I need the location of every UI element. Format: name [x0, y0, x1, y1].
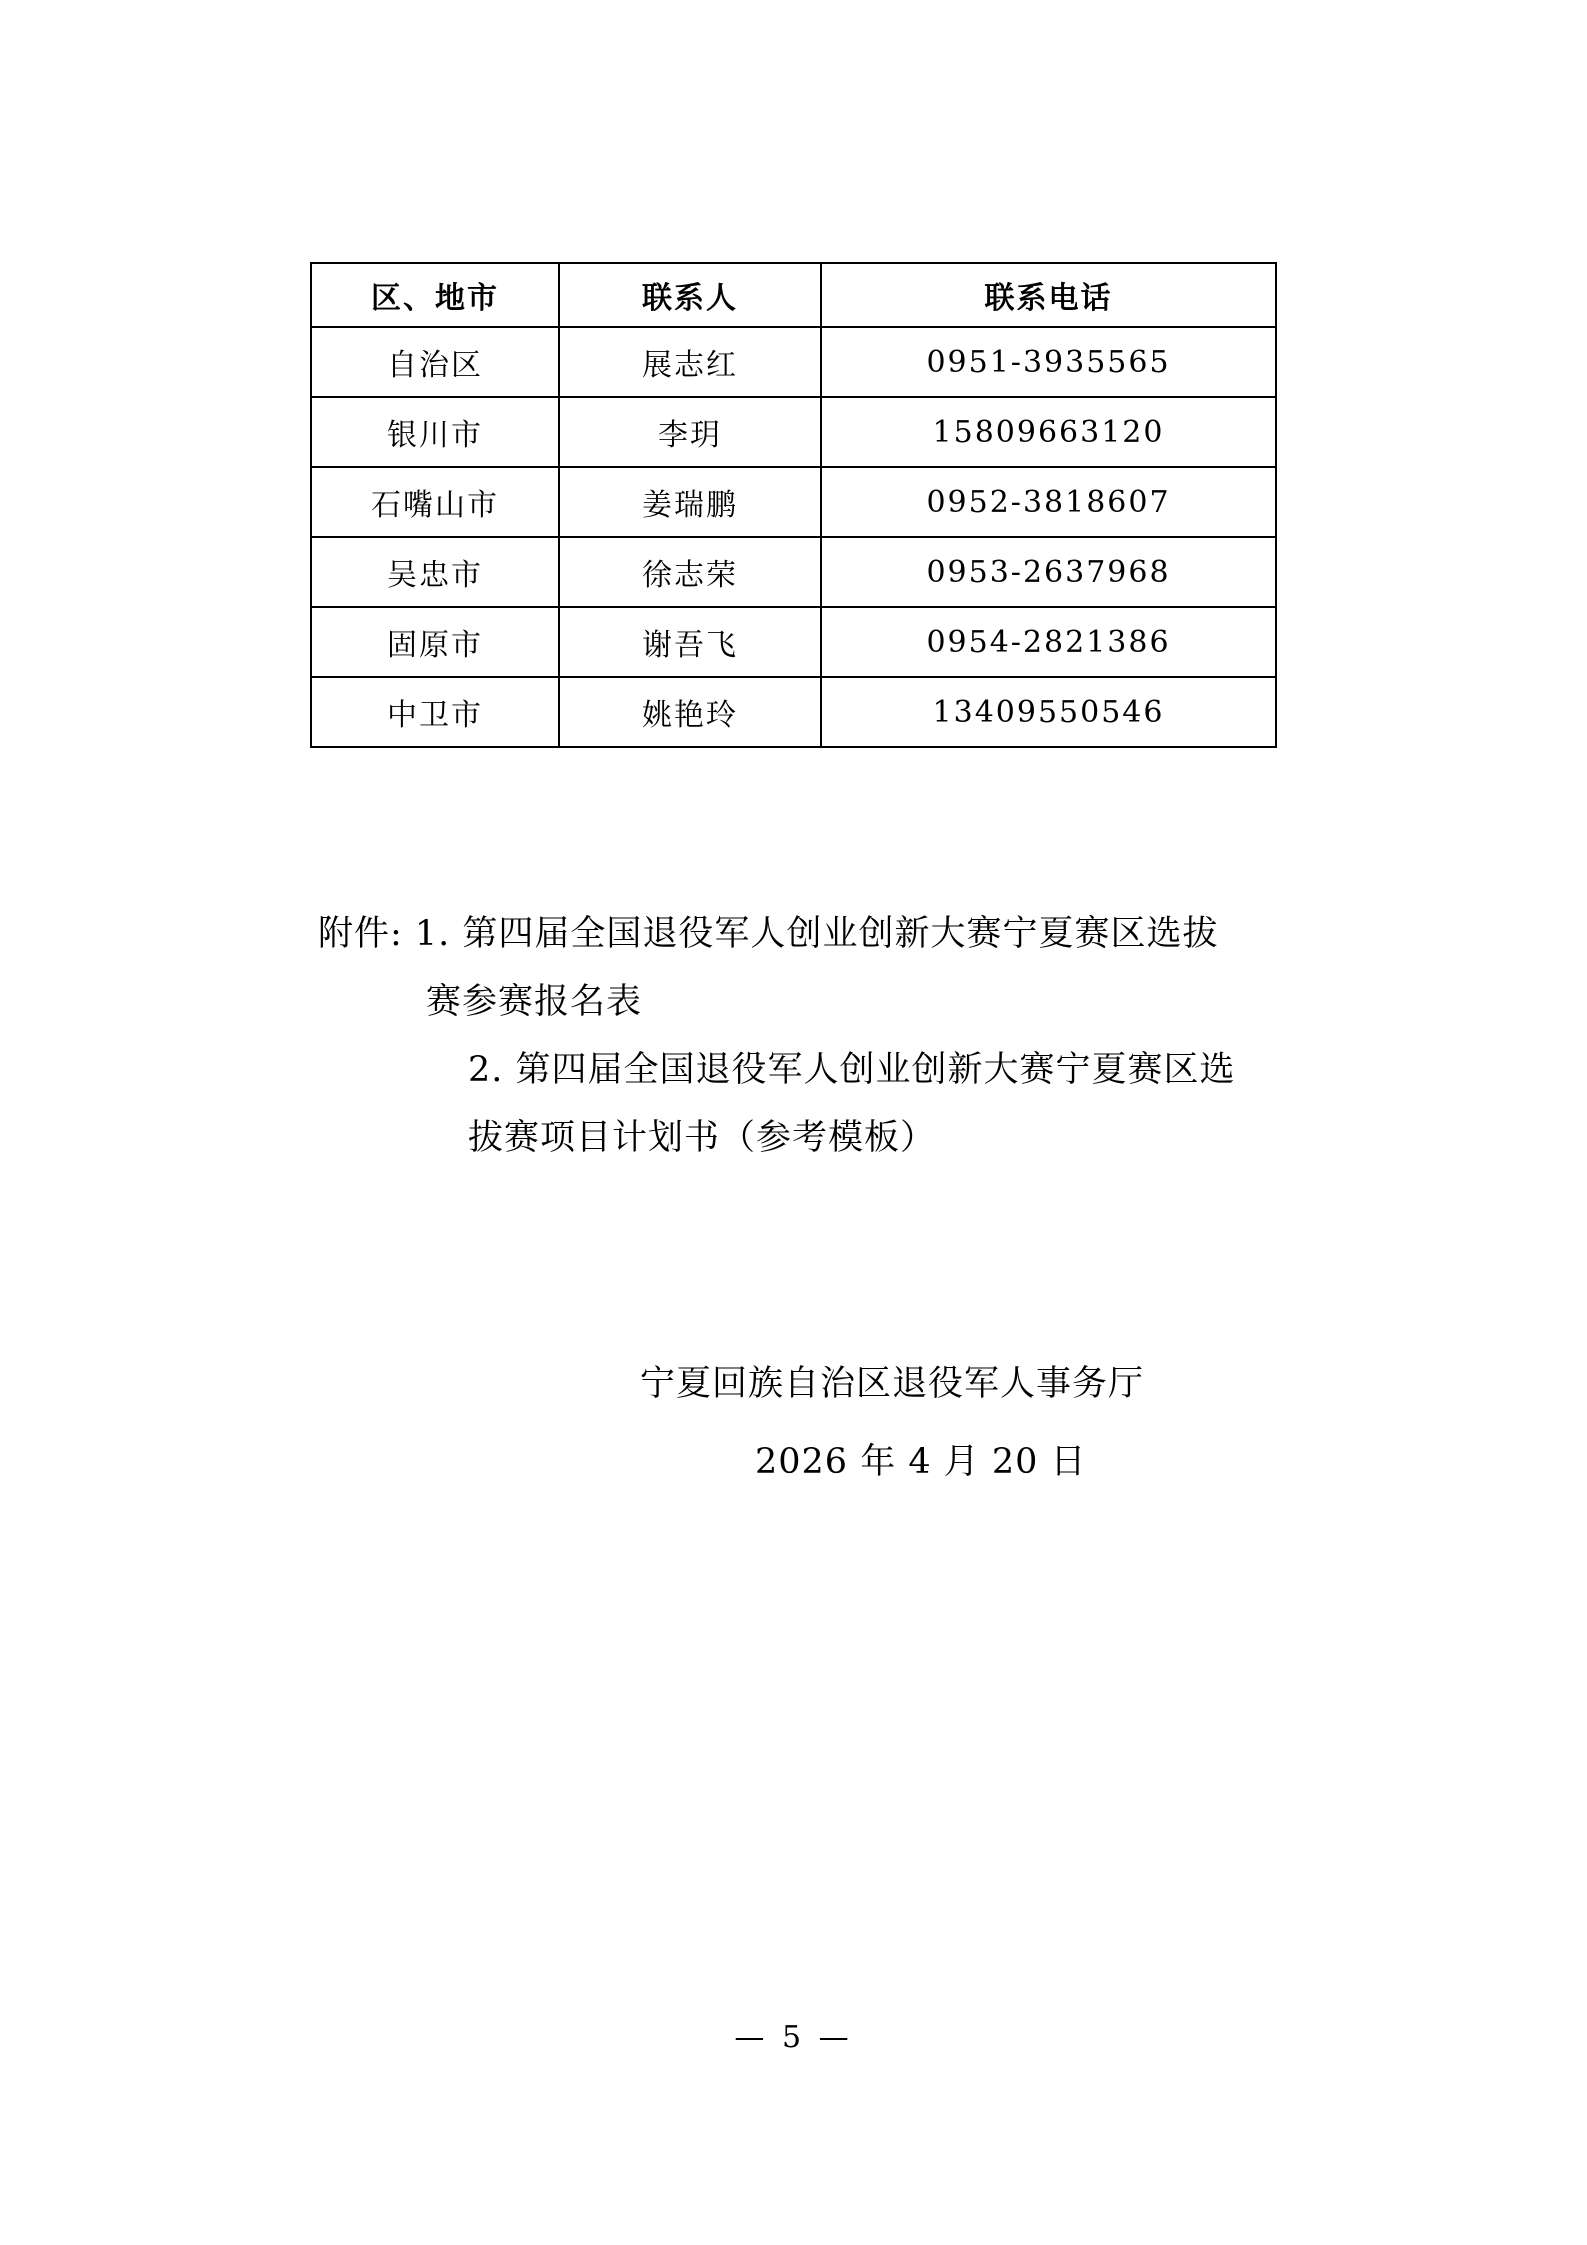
cell-phone: 0954-2821386 [821, 607, 1276, 677]
table-row [311, 607, 1276, 677]
cell-phone: 0951-3935565 [821, 327, 1276, 397]
cell-phone: 0953-2637968 [821, 537, 1276, 607]
contact-table-container [310, 262, 1275, 748]
column-header-contact: 联系人 [559, 263, 821, 327]
cell-region: 固原市 [311, 607, 559, 677]
page-number: — 5 — [734, 2020, 853, 2055]
cell-contact: 徐志荣 [559, 537, 821, 607]
table-row [311, 537, 1276, 607]
cell-region: 自治区 [311, 327, 559, 397]
table-row [311, 397, 1276, 467]
attachment-item-2-line-1: 2. 第四届全国退役军人创业创新大赛宁夏赛区选 [468, 1050, 1236, 1090]
cell-contact: 姚艳玲 [559, 677, 821, 747]
column-header-region: 区、地市 [311, 263, 559, 327]
cell-contact: 姜瑞鹏 [559, 467, 821, 537]
issue-date: 2026 年 4 月 20 日 [755, 1442, 1087, 1482]
signature-block [640, 1345, 1340, 1501]
cell-region: 吴忠市 [311, 537, 559, 607]
cell-phone: 13409550546 [821, 677, 1276, 747]
attachments-block [318, 900, 1348, 1172]
cell-region: 银川市 [311, 397, 559, 467]
column-header-phone: 联系电话 [821, 263, 1276, 327]
cell-phone: 15809663120 [821, 397, 1276, 467]
cell-phone: 0952-3818607 [821, 467, 1276, 537]
attachment-item-1-line-2: 赛参赛报名表 [426, 982, 643, 1022]
contact-table [310, 262, 1277, 748]
table-header-row [311, 263, 1276, 327]
cell-contact: 李玥 [559, 397, 821, 467]
cell-contact: 谢吾飞 [559, 607, 821, 677]
issuing-organization: 宁夏回族自治区退役军人事务厅 [640, 1364, 1145, 1404]
cell-region: 石嘴山市 [311, 467, 559, 537]
attachment-item-2-line-2: 拔赛项目计划书（参考模板） [468, 1118, 937, 1158]
table-row [311, 327, 1276, 397]
table-row [311, 467, 1276, 537]
cell-contact: 展志红 [559, 327, 821, 397]
table-row [311, 677, 1276, 747]
attachment-item-1-line-1: 附件: 1. 第四届全国退役军人创业创新大赛宁夏赛区选拔 [318, 914, 1219, 954]
cell-region: 中卫市 [311, 677, 559, 747]
